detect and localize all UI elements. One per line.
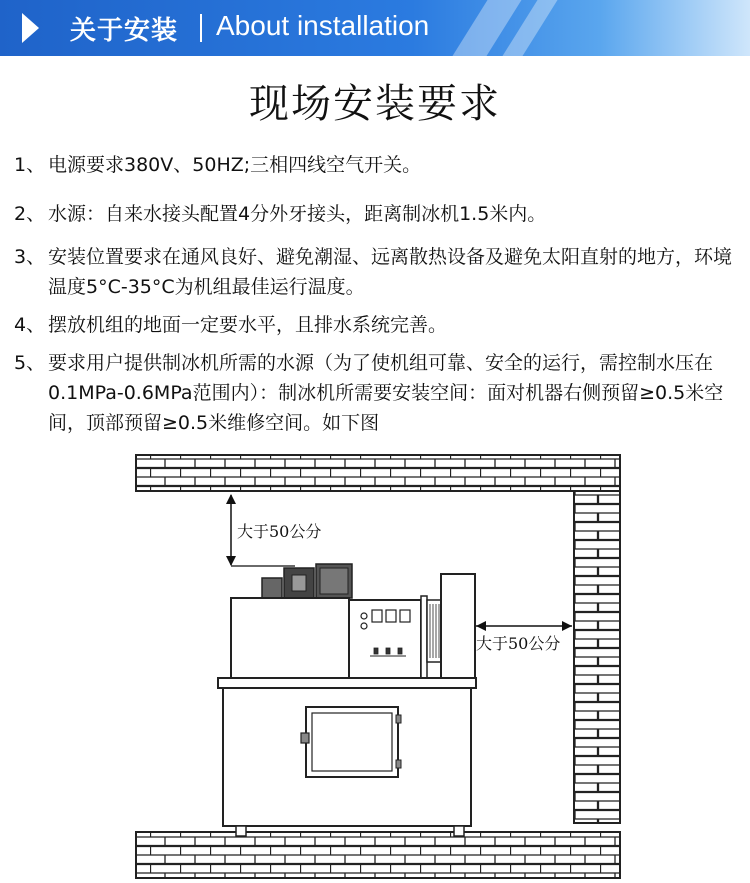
list-item-number: 3、 [14,246,46,268]
list-item [14,348,744,438]
list-item [14,310,744,340]
banner-title-cn: 关于安装 [70,16,179,46]
top-brick-wall [136,455,620,491]
side-clearance-arrow [476,621,572,631]
section-banner [0,0,750,56]
top-clearance-label: 大于50公分 [237,522,322,541]
list-item-text: 要求用户提供制冰机所需的水源（为了使机组可靠、安全的运行，需控制水压在0.1MPa-0.6MPa范围内）：制冰机所需要安装空间：面对机器右侧预留≥0.5米空间，顶部预留≥0.5米维修空间。如下图 [48,352,724,434]
floor-brick [136,832,620,878]
list-item-text: 摆放机组的地面一定要水平，且排水系统完善。 [48,314,448,336]
list-item-number: 2、 [14,203,46,225]
side-clearance-label: 大于50公分 [476,634,561,653]
banner-divider [200,14,202,42]
ice-machine-illustration [218,564,476,836]
list-item-text: 电源要求380V、50HZ;三相四线空气开关。 [48,154,422,176]
list-item-number: 5、 [14,352,46,374]
installation-space-diagram [0,440,750,883]
right-brick-wall [574,491,620,823]
banner-title-en: About installation [216,10,430,41]
list-item-text: 安装位置要求在通风良好、避免潮湿、远离散热设备及避免太阳直射的地方，环境温度5°C-35°C为机组最佳运行温度。 [48,246,733,298]
page-heading: 现场安装要求 [249,81,501,127]
list-item-number: 1、 [14,154,46,176]
list-item [14,242,744,302]
chevron-right-icon [22,13,39,43]
list-item-number: 4、 [14,314,46,336]
list-item [14,199,744,229]
list-item [14,150,744,180]
list-item-text: 水源：自来水接头配置4分外牙接头，距离制冰机1.5米内。 [48,203,547,225]
